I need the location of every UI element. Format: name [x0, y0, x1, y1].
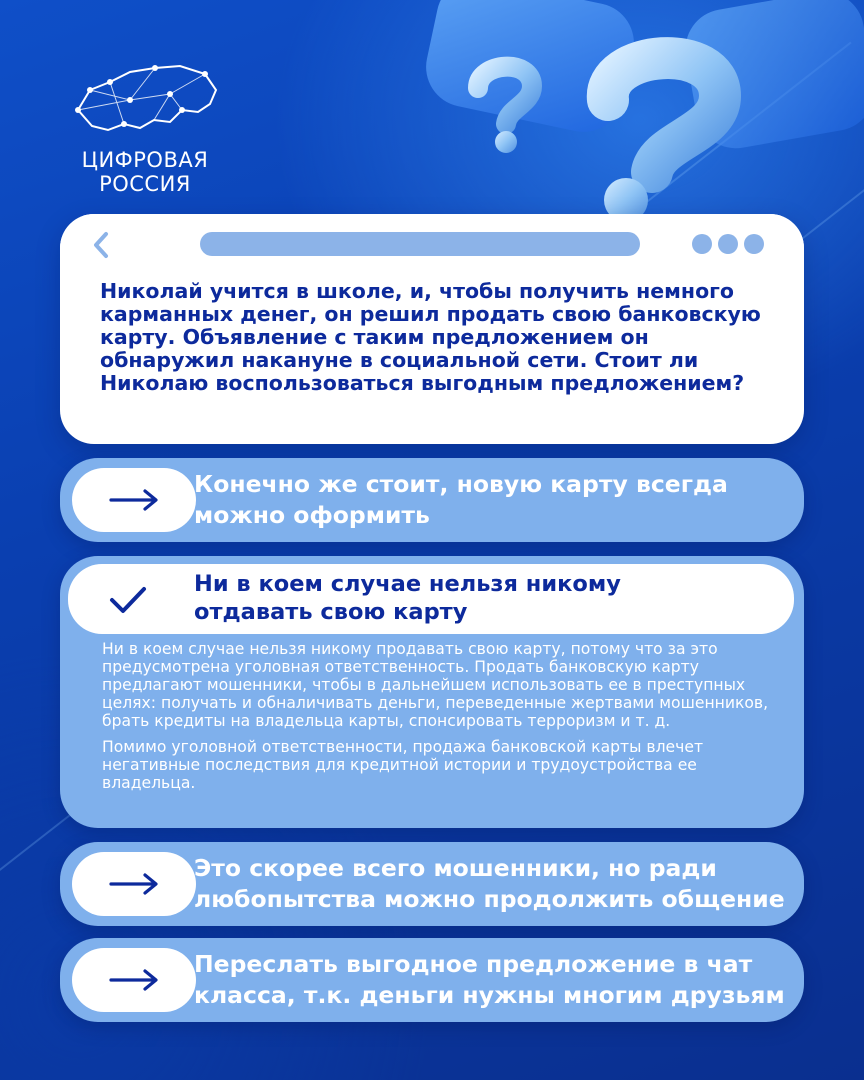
checkmark-icon — [108, 584, 148, 616]
dot — [692, 234, 712, 254]
dot — [744, 234, 764, 254]
answer-option-text — [194, 938, 785, 1022]
explanation — [102, 640, 782, 800]
arrow-badge — [72, 852, 196, 916]
russia-map-icon — [70, 60, 220, 140]
answer-line-1: Это скорее всего мошенники, но ради — [194, 854, 717, 882]
arrow-badge — [72, 468, 196, 532]
question-card — [60, 214, 804, 444]
answer-option-correct[interactable] — [68, 564, 794, 634]
question-mark-icon — [390, 0, 864, 230]
arrow-badge — [72, 948, 196, 1012]
answer-line-2: можно оформить — [194, 501, 430, 529]
correct-line-2: отдавать свою карту — [194, 599, 468, 625]
explanation-paragraph-2: Помимо уголовной ответственности, продажа банковской карты влечет негативные последствия для кредитной истории и трудоустройства ее владельца. — [102, 738, 704, 792]
correct-line-1: Ни в коем случае нельзя никому — [194, 571, 621, 597]
correct-answer-card — [60, 556, 804, 828]
answer-option-4[interactable] — [60, 938, 804, 1022]
logo-line-1: ЦИФРОВАЯ — [81, 148, 209, 172]
arrow-right-icon — [109, 873, 159, 895]
answer-option-1[interactable] — [60, 458, 804, 542]
address-bar[interactable] — [200, 232, 640, 256]
dot — [718, 234, 738, 254]
arrow-right-icon — [109, 969, 159, 991]
answer-option-text — [194, 458, 728, 542]
logo — [60, 60, 230, 200]
answer-line-1: Переслать выгодное предложение в чат — [194, 950, 753, 978]
browser-toolbar — [60, 214, 804, 276]
answer-option-text — [194, 842, 785, 926]
answer-line-2: класса, т.к. деньги нужны многим друзьям — [194, 981, 785, 1009]
question-text: Николай учится в школе, и, чтобы получить немного карманных денег, он решил продать свою банковскую карту. Объявление с таким предложением он обнаружил накануне в социальной сети. Стоит ли Николаю воспользоваться выгодным предложением? — [100, 279, 761, 395]
logo-line-2: РОССИЯ — [99, 172, 191, 196]
logo-text — [60, 148, 230, 196]
explanation-paragraph-1: Ни в коем случае нельзя никому продавать свою карту, потому что за это предусмотрена уголовная ответственность. Продать банковскую карту предлагают мошенники, чтобы в дальнейшем использовать ее в преступных целях: получать и обналичивать деньги, переведенные жертвами мошенников, брать кредиты на владельца карты, спонсировать терроризм и т. д. — [102, 640, 769, 730]
arrow-right-icon — [109, 489, 159, 511]
back-chevron-icon[interactable] — [88, 230, 116, 260]
answer-option-3[interactable] — [60, 842, 804, 926]
correct-answer-title — [194, 570, 621, 626]
answer-line-1: Конечно же стоит, новую карту всегда — [194, 470, 728, 498]
more-dots-icon[interactable] — [692, 234, 764, 254]
answer-line-2: любопытства можно продолжить общение — [194, 885, 785, 913]
